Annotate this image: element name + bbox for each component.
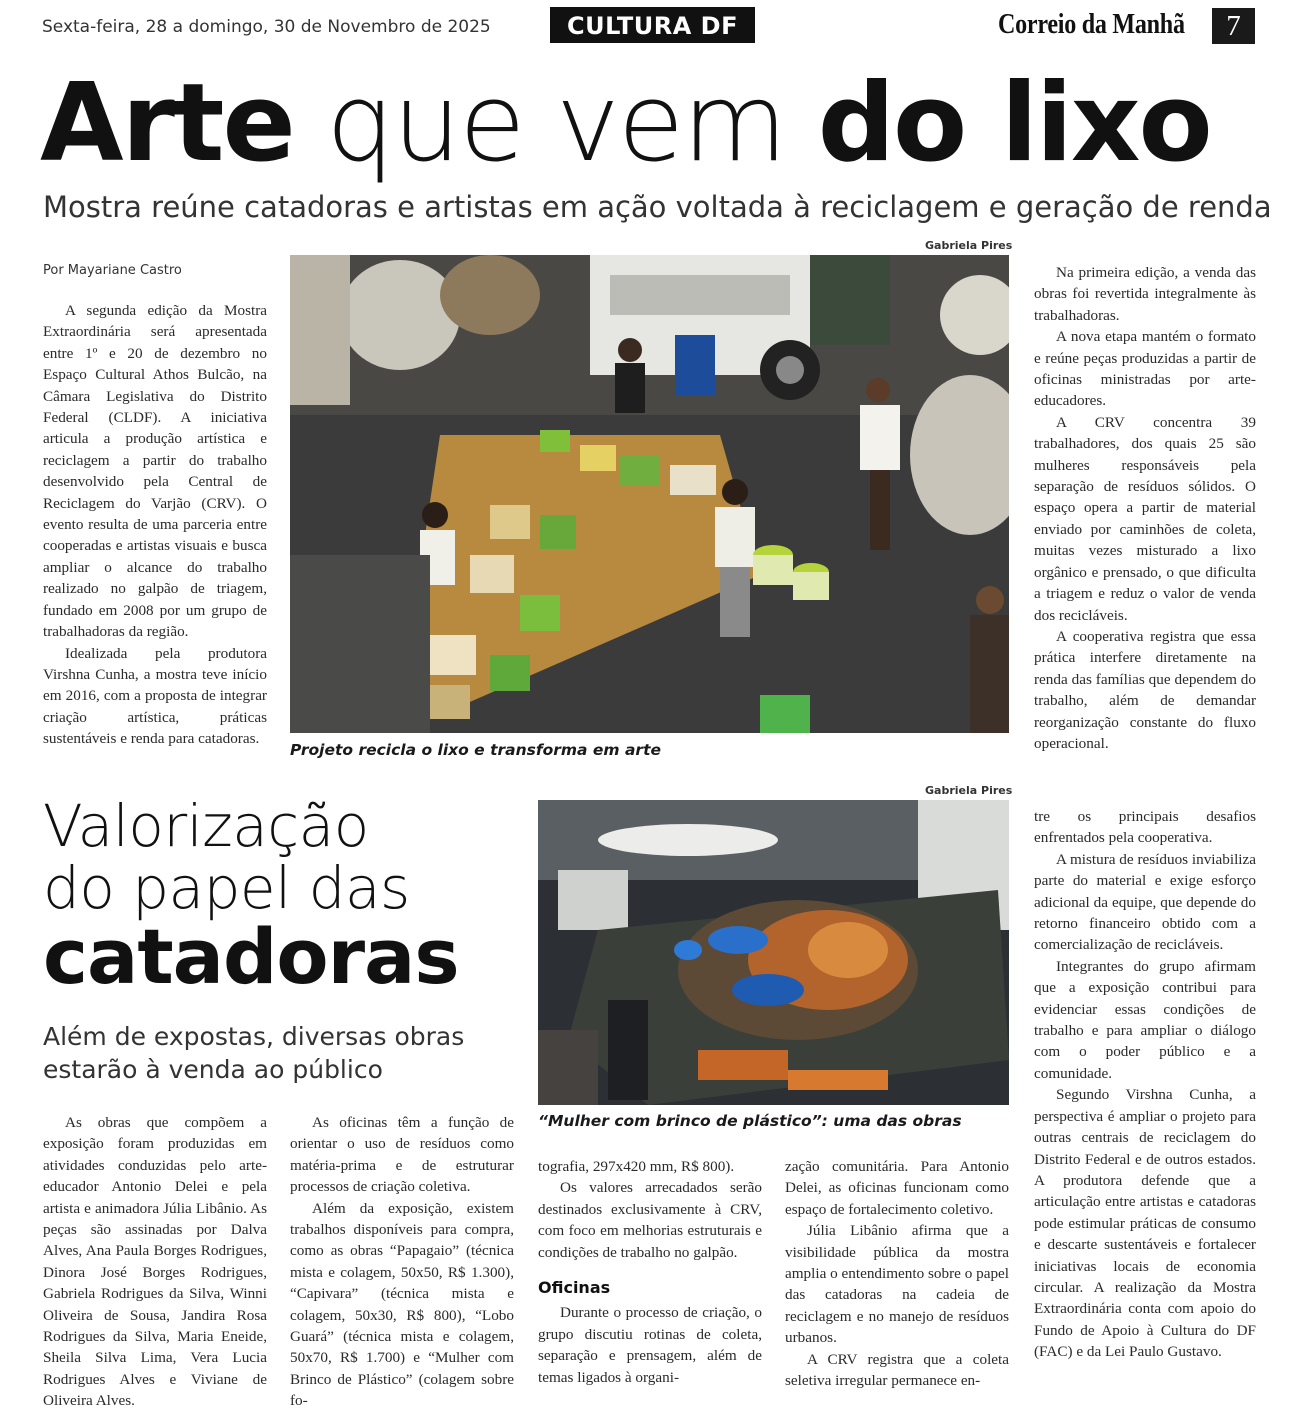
photo-credit: Gabriela Pires — [925, 239, 1013, 252]
headline-part-2: que vem — [293, 61, 818, 186]
story2-column-5 — [1034, 806, 1256, 1363]
paragraph: As obras que compõem a exposição foram produzidas em atividades conduzidas pelo arte-educador Antonio Delei e pela artista e animadora Júlia Libânio. As peças são assinadas por Dalva Alves, Ana Paula Borges Rodrigues, Dinora José Borges Rodrigues, Gabriela Rodrigues da Silva, Winni Oliveira de Sousa, Jandira Rosa Rodrigues da Silva, Maria Eneide, Sheila Silva Lima, Vera Lucia Rodrigues Alves e Viviane de Oliveira Alves. — [43, 1114, 267, 1410]
section-subhead: Oficinas — [538, 1278, 611, 1298]
photo-caption: Projeto recicla o lixo e transforma em arte — [290, 741, 661, 759]
paragraph: tografia, 297x420 mm, R$ 800). — [538, 1158, 735, 1175]
paragraph: Durante o processo de criação, o grupo discutiu rotinas de coleta, separação e prensagem, além de temas ligados à organi- — [538, 1304, 762, 1386]
paragraph: A nova etapa mantém o formato e reúne peças produzidas a partir de oficinas ministradas por arte-educadores. — [1034, 328, 1256, 410]
artwork-photo — [538, 800, 1009, 1105]
main-left-column — [43, 300, 267, 750]
paragraph: As oficinas têm a função de orientar o uso de resíduos como matéria-prima e de estruturar processos de criação coletiva. — [290, 1114, 514, 1196]
paragraph: A mistura de resíduos inviabiliza parte do material e exige esforço adicional da equipe, que depende do retorno financeiro obtido com a comercialização de recicláveis. — [1034, 850, 1256, 954]
photo-caption: “Mulher com brinco de plástico”: uma das obras — [538, 1112, 962, 1130]
paragraph: Na primeira edição, a venda das obras foi revertida integralmente às trabalhadoras. — [1034, 264, 1256, 324]
photo-illustration — [538, 800, 1009, 1105]
paragraph: Segundo Virshna Cunha, a perspectiva é ampliar o projeto para outras centrais de reciclagem do Distrito Federal e de outros estados. A produtora defende que a articulação entre artistas e catadoras pode estimular práticas de consumo e descarte sustentáveis e fortalecer iniciativas locais de economia circular. A realização da Mostra Extraordinária conta com apoio do Fundo de Apoio à Cultura do DF (FAC) e da Lei Paulo Gustavo. — [1034, 1086, 1256, 1361]
story2-column-1 — [43, 1112, 267, 1412]
newspaper-name: Correio da Manhã — [998, 9, 1185, 40]
photo-illustration — [290, 255, 1009, 733]
paragraph: Integrantes do grupo afirmam que a exposição contribui para evidenciar essas condições de trabalho e para ampliar o diálogo com o poder público e a comunidade. — [1034, 957, 1256, 1082]
paragraph: Idealizada pela produtora Virshna Cunha, a mostra teve início em 2016, com a proposta de integrar criação artística, práticas sustentáveis e renda para catadoras. — [43, 644, 267, 748]
story2-column-4 — [785, 1156, 1009, 1391]
headline-part-3: do lixo — [817, 61, 1211, 186]
paragraph: Júlia Libânio afirma que a visibilidade pública da mostra amplia o entendimento sobre o papel das catadoras na cadeia de reciclagem e no manejo de resíduos urbanos. — [785, 1222, 1009, 1347]
section-label: CULTURA DF — [550, 7, 755, 43]
second-subhead: Além de expostas, diversas obras estarão à venda ao público — [43, 1022, 465, 1084]
headline-line-3: catadoras — [43, 912, 459, 1001]
paragraph: A CRV registra que a coleta seletiva irregular permanece en- — [785, 1350, 1009, 1390]
story2-column-3 — [538, 1156, 762, 1388]
headline-part-1: Arte — [40, 61, 294, 186]
paragraph: Além da exposição, existem trabalhos disponíveis para compra, como as obras “Papagaio” (técnica mista e colagem, 50x50, R$ 1.300), “Capivara” (técnica mista e colagem, 50x30, R$ 800), “Lobo Guará” (técnica mista e colagem, 50x70, R$ 1.700) e “Mulher com Brinco de Plástico” (colagem sobre fo- — [290, 1199, 514, 1410]
byline: Por Mayariane Castro — [43, 263, 182, 278]
second-headline — [43, 792, 459, 1001]
paragraph: A segunda edição da Mostra Extraordinária será apresentada entre 1º e 20 de dezembro no Espaço Cultural Athos Bulcão, na Câmara Legislativa do Distrito Federal (CLDF). A iniciativa articula a produção artística e reciclagem a partir do trabalho desenvolvido pela Central de Reciclagem do Varjão (CRV). O evento resulta de uma parceria entre cooperadas e artistas visuais e busca ampliar o alcance do trabalho realizado no galpão de triagem, fundado em 2008 por um grupo de trabalhadoras da região. — [43, 302, 267, 641]
paragraph: zação comunitária. Para Antonio Delei, as oficinas funcionam como espaço de fortalecimento coletivo. — [785, 1158, 1009, 1218]
headline-line-1: Valorização — [43, 792, 369, 860]
page-number: 7 — [1212, 8, 1255, 44]
main-headline — [40, 62, 1211, 186]
story2-column-2 — [290, 1112, 514, 1412]
edition-date: Sexta-feira, 28 a domingo, 30 de Novembro de 2025 — [42, 17, 491, 37]
paragraph: tre os principais desafios enfrentados pela cooperativa. — [1034, 808, 1256, 847]
photo-credit: Gabriela Pires — [925, 784, 1013, 797]
headline-line-2: do papel das — [43, 854, 410, 922]
paragraph: Os valores arrecadados serão destinados exclusivamente à CRV, com foco em melhorias estruturais e condições de trabalho no galpão. — [538, 1179, 762, 1261]
paragraph: A cooperativa registra que essa prática interfere diretamente na renda das famílias que dependem do trabalho, além de demandar reorganização constante do fluxo operacional. — [1034, 627, 1256, 752]
main-deck: Mostra reúne catadoras e artistas em ação voltada à reciclagem e geração de renda — [43, 190, 1272, 224]
main-right-column — [1034, 262, 1256, 754]
recycling-workshop-photo — [290, 255, 1009, 733]
paragraph: A CRV concentra 39 trabalhadores, dos quais 25 são mulheres responsáveis pela separação de resíduos sólidos. O espaço opera a partir de material enviado por caminhões de coleta, muitas vezes misturado a lixo orgânico e prensado, o que dificulta a triagem e reduz o valor de venda dos recicláveis. — [1034, 413, 1256, 624]
